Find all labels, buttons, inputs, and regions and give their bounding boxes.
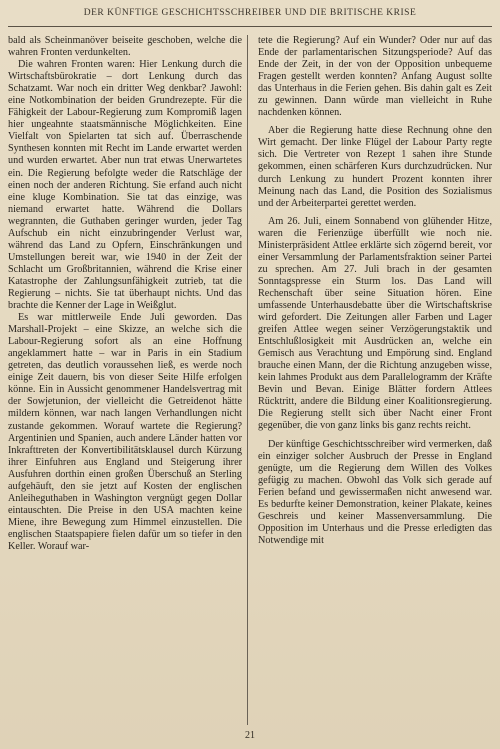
- paragraph: bald als Scheinmanöver beiseite geschoben, welche die wahren Fronten verdunkelten.: [8, 35, 242, 59]
- header-rule: [8, 26, 492, 27]
- paragraph: Am 26. Juli, einem Sonnabend von glühender Hitze, waren die Ferienzüge überfüllt wie noch nie. Ministerpräsident Attlee erklärte sich zögernd bereit, vor einer Versammlung der Parlamentsfraktion seiner Partei zu sprechen. Am 27. Juli brach in der gesamten Sonntagspresse ein Sturm los. Das Land will Rechenschaft über seine Situation hören. Eine umfassende Unterhausdebatte über die Wirtschaftskrise wird gefordert. Die Zeitungen aller Farben und Lager greifen Attlee wegen seiner Verzögerungstaktik und Entschlußlosigkeit mit Ausdrücken an, welche ein Gemisch aus Verachtung und Empörung sind. England brauche einen Mann, der die Richtung anzugeben wisse, kein lahmes Produkt aus dem Parallelogramm der Kräfte Bevin und Bevan. Einige Blätter fordern Attlees Rücktritt, andere die Bildung einer Koalitionsregierung. Die Regierung stellt sich über Nacht einer Front gegenüber, die von ganz links bis ganz rechts reicht.: [258, 215, 492, 432]
- column-divider: [247, 35, 248, 725]
- paragraph: tete die Regierung? Auf ein Wunder? Oder nur auf das Ende der parlamentarischen Sitzungsperiode? Auf das Ende der Zeit, in der von der Opposition unbequeme Fragen gestellt werden konnten? Anfang August sollte das Unterhaus in die Ferien gehen. Bis dahin galt es Zeit zu gewinnen. Dann würde man vielleicht in Ruhe nachdenken können.: [258, 35, 492, 119]
- running-head: DER KÜNFTIGE GESCHICHTSSCHREIBER UND DIE BRITISCHE KRISE: [83, 8, 417, 18]
- left-column: [8, 35, 242, 725]
- right-column: [258, 35, 492, 725]
- paragraph: Es war mittlerweile Ende Juli geworden. Das Marshall-Projekt – eine Skizze, an welche sich die Labour-Regierung sofort als an eine Hoffnung angeklammert hatte – war in Paris in ein Stadium getreten, das deutlich voraussehen ließ, es werde noch einige Zeit dauern, bis von dieser Seite Hilfe erfolgen könne. Ein in Aussicht genommener Handelsvertrag mit der Sowjetunion, der vielleicht die Getreidenot hätte mildern können, war nach langen Verhandlungen nicht zustande gekommen. Worauf wartete die Regierung? Argentinien und Spanien, auch andere Länder hatten vor Inkrafttreten der Konvertibilitätsklausel durch Kürzung ihrer Einfuhren aus England und Steigerung ihrer Ausfuhren dorthin einen großen Überschuß an Sterling aufgehäuft, den sie jetzt auf Kosten der englischen Anleiheguthaben in Washington vergnügt gegen Dollar eintauschten. Die Preise in den USA machten keine Miene, ihre Bewegung zum Himmel einzustellen. Die englischen Staatspapiere fielen dafür um so tiefer in den Keller. Worauf war-: [8, 312, 242, 552]
- page-number: 21: [245, 730, 255, 741]
- paragraph: Aber die Regierung hatte diese Rechnung ohne den Wirt gemacht. Der linke Flügel der Labour Party regte sich. Die Vertreter von Rezept 1 sahen ihre Stunde gekommen, einen schärferen Kurs durchzudrücken. Nur durch Lenkung zu hundert Prozent konnten ihrer Meinung nach das Land, die Position des Sozialismus und der Arbeiterpartei gerettet werden.: [258, 125, 492, 209]
- paragraph: Die wahren Fronten waren: Hier Lenkung durch die Wirtschaftsbürokratie – dort Lenkung durch das Schatzamt. War noch ein dritter Weg denkbar? Jawohl: eine Notkombination der beiden Grundrezepte. Für die Fähigkeit der Labour-Regierung zum Kompromiß lagen hier ungeahnte staatsmännische Möglichkeiten. Eine Vielfalt von Spielarten tat sich auf. Überraschende Synthesen konnten mit Recht im Lande erwartet werden und wurden erwartet. Aber nun trat etwas Unerwartetes ein. Die Regierung befolgte weder die Ratschläge der einen noch der anderen Richtung. Sie erfand auch nicht eine kluge Kombination. Sie tat das einzige, was niemand erwartet hatte. Während die Dollars wegrannten, die Guthaben geringer wurden, jeder Tag Aufschub ein nicht einzubringender Verlust war, während das Land zu Opfern, Einschränkungen und Umstellungen bereit war, wie 1940 in der Zeit der Schlacht um Großbritannien, während die Krise einer Katastrophe der Zahlungsunfähigkeit zutrieb, tat die Regierung – nichts. Sie tat überhaupt nichts. Und das brachte die Kenner der Lage in Weißglut.: [8, 59, 242, 312]
- paragraph: Der künftige Geschichtsschreiber wird vermerken, daß ein einziger solcher Ausbruch der Presse in England genügte, um die Regierung dem Willen des Volkes gefügig zu machen. Obwohl das Volk sich gerade auf Ferien befand und gewissermaßen nicht anwesend war. Es bedurfte keiner Demonstration, keiner Plakate, keines Geschreis und keiner Massenversammlung. Die Opposition im Unterhaus und die Presse erledigten das Notwendige mit: [258, 438, 492, 546]
